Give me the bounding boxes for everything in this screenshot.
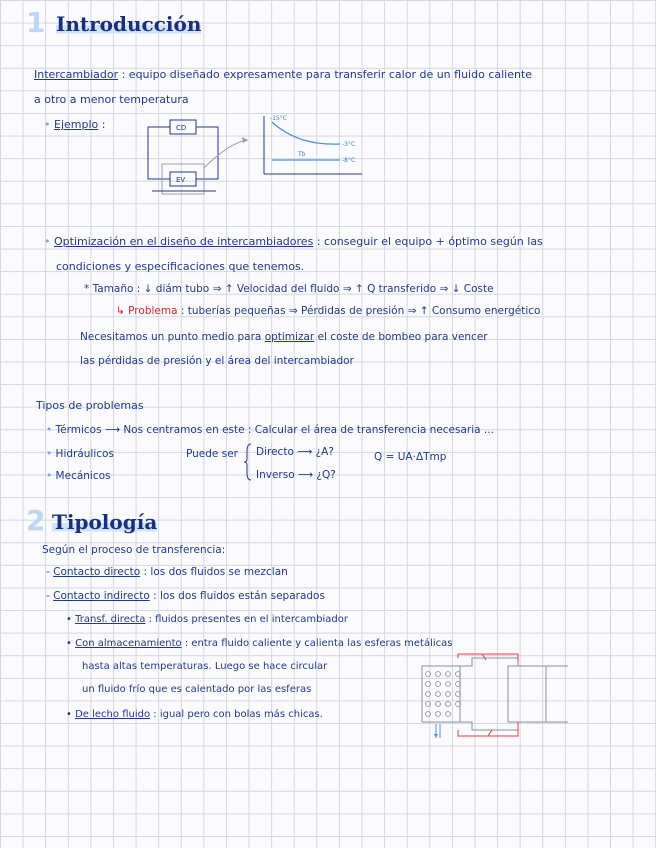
opt-line-1-rest: : conseguir el equipo + óptimo según las (316, 235, 543, 248)
type-row-thermal (46, 424, 494, 436)
inverso-option: Inverso ⟶ ¿Q? (256, 469, 336, 481)
sub-item-label: Con almacenamiento (75, 638, 182, 649)
section-title: Tipología (52, 510, 158, 534)
sub-item-text: : igual pero con bolas más chicas. (153, 709, 323, 720)
graph-t2: -3°C (342, 141, 356, 148)
type-row-hydraulic (46, 448, 114, 460)
bullet-icon: • (66, 638, 72, 649)
indirect-contact-row (46, 590, 325, 602)
bullet-icon: • (66, 614, 72, 625)
opt-line-1 (44, 235, 543, 248)
problem-text: : tuberías pequeñas ⇒ Pérdidas de presión ⇒ ↑ Consumo energético (180, 305, 541, 317)
bullet-icon: • (46, 424, 53, 436)
type-item-hydraulic: Hidráulicos (55, 448, 114, 460)
example-row (44, 118, 105, 131)
opt-line-2: condiciones y especificaciones que tenemos. (56, 260, 305, 273)
direct-contact-row (46, 566, 288, 578)
direct-contact-text: : los dos fluidos se mezclan (143, 566, 288, 578)
puede-ser: Puede ser (186, 448, 238, 460)
sub-item-text: : entra fluido caliente y calienta las esferas metálicas (184, 638, 453, 649)
bullet-icon: • (46, 448, 53, 460)
definition-line-1 (34, 68, 532, 81)
tipo-intro: Según el proceso de transferencia: (42, 544, 226, 556)
problem-label: Problema (128, 305, 178, 317)
example-colon: : (101, 118, 106, 131)
bullet-icon: • (46, 470, 53, 482)
storage-line-3: un fluido frío que es calentado por las esferas (82, 684, 312, 695)
need-text-rest: el coste de bombeo para vencer (317, 331, 488, 343)
thermal-description: ⟶ Nos centramos en este : Calcular el área de transferencia necesaria ... (104, 424, 494, 436)
graph-tb: Tb (298, 151, 306, 158)
section-number: 1 (26, 6, 46, 39)
direct-contact-label: Contacto directo (53, 566, 141, 578)
types-title: Tipos de problemas (36, 399, 144, 412)
formula: Q = UA·ΔTmp (374, 451, 447, 463)
bullet-icon: • (44, 118, 51, 131)
definition-text: : equipo diseñado expresamente para transferir calor de un fluido caliente (121, 68, 533, 81)
cycle-diagram (140, 112, 260, 200)
ev-label: EV (176, 176, 186, 184)
need-text: Necesitamos un punto medio para (80, 331, 262, 343)
dash-icon: - (46, 566, 50, 578)
term-intercambiador: Intercambiador (34, 68, 119, 81)
problem-line (116, 305, 540, 317)
storage-line-2: hasta altas temperaturas. Luego se hace circular (82, 661, 328, 672)
dash-icon: - (46, 590, 50, 602)
bullet-icon: • (44, 235, 51, 248)
sub-item-label: Transf. directa (75, 614, 146, 625)
problem-arrow-icon: ↳ (116, 305, 125, 317)
bullet-icon: • (66, 709, 72, 720)
example-label: Ejemplo (54, 118, 99, 131)
type-item-mechanic: Mecánicos (55, 470, 111, 482)
directo-option: Directo ⟶ ¿A? (256, 446, 334, 458)
sub-item-storage (66, 638, 453, 649)
sub-item-direct (66, 614, 348, 625)
storage-exchanger-diagram (418, 652, 578, 740)
sub-item-text: : fluidos presentes en el intercambiador (148, 614, 349, 625)
need-line-1 (80, 331, 488, 343)
type-row-mechanic (46, 470, 111, 482)
indirect-contact-text: : los dos fluidos están separados (153, 590, 325, 602)
definition-line-2: a otro a menor temperatura (34, 93, 189, 106)
section-title: Introducción (56, 12, 202, 36)
opt-title: Optimización en el diseño de intercambiadores (54, 235, 314, 248)
graph-t1: -15°C (270, 115, 287, 122)
size-line: * Tamaño : ↓ diám tubo ⇒ ↑ Velocidad del fluido ⇒ ↑ Q transferido ⇒ ↓ Coste (84, 283, 494, 295)
temperature-graph (258, 112, 368, 182)
optimizar-word: optimizar (264, 331, 315, 343)
sub-item-label: De lecho fluido (75, 709, 151, 720)
indirect-contact-label: Contacto indirecto (53, 590, 150, 602)
need-line-2: las pérdidas de presión y el área del intercambiador (80, 355, 354, 367)
cd-label: CD (176, 124, 187, 132)
graph-t3: -8°C (342, 157, 356, 164)
section-number: 2 (26, 504, 46, 537)
sub-item-fluid-bed (66, 709, 323, 720)
type-item-thermal: Térmicos (55, 424, 102, 436)
brace-icon (244, 443, 254, 481)
